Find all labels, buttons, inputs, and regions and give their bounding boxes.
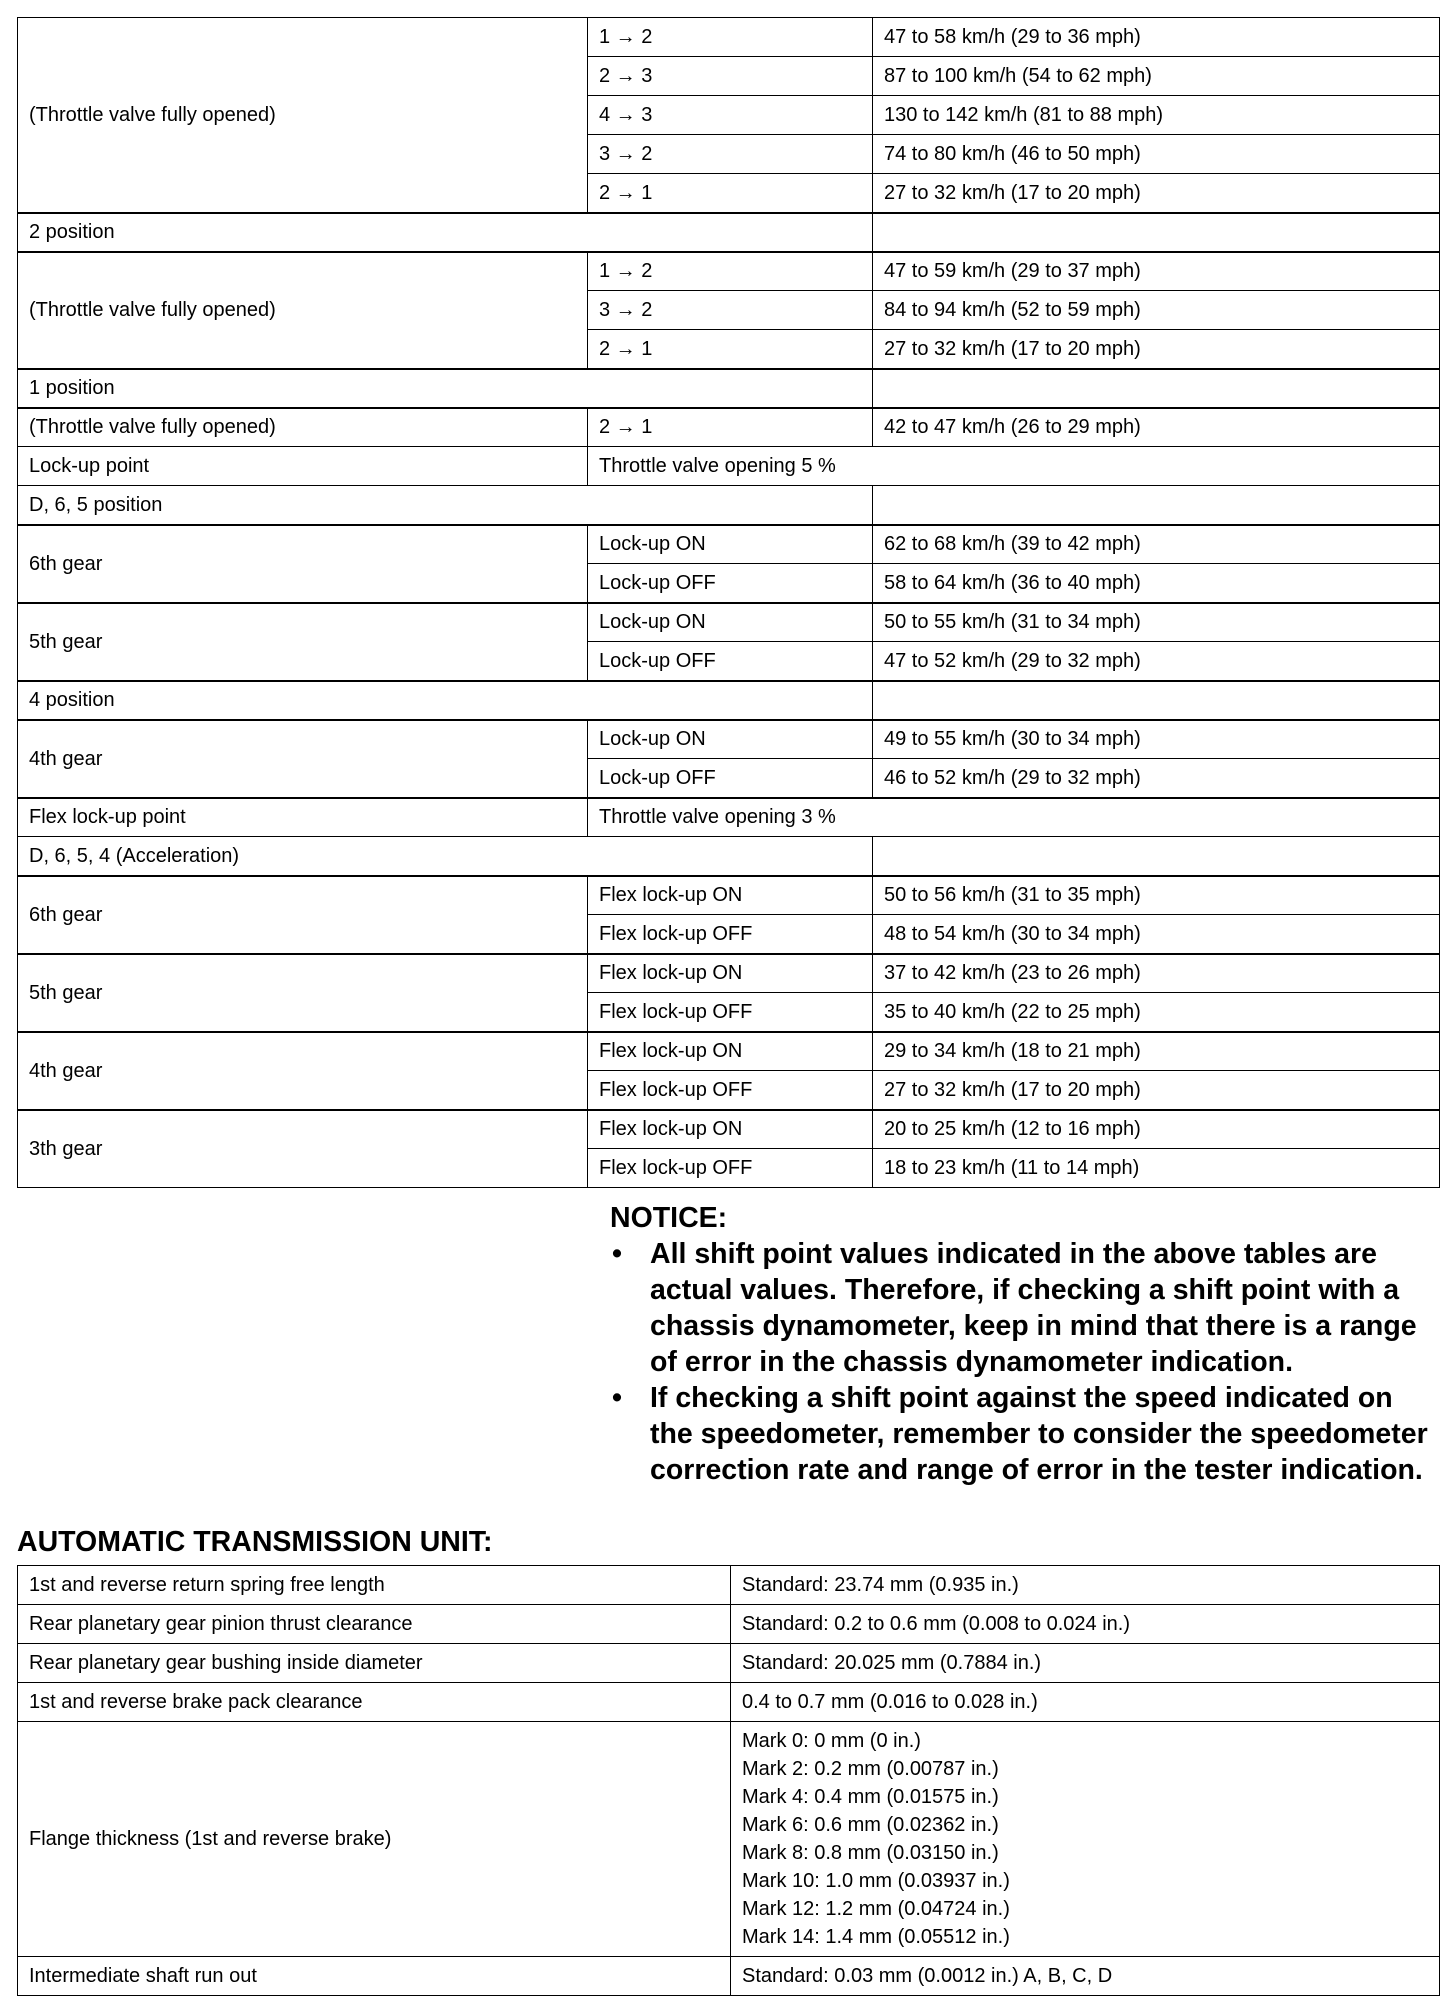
table-row [18, 1683, 1440, 1722]
shift-cell: 2 → 1 [588, 408, 873, 447]
section-label: D, 6, 5 position [18, 486, 873, 525]
spec-label: Rear planetary gear pinion thrust clearance [18, 1605, 731, 1644]
empty-cell [873, 837, 1440, 876]
shift-cell: 3 → 2 [588, 135, 873, 174]
section-row [18, 837, 1440, 876]
speed-cell: 35 to 40 km/h (22 to 25 mph) [873, 993, 1440, 1032]
speed-cell: 47 to 58 km/h (29 to 36 mph) [873, 18, 1440, 57]
table-row [18, 720, 1440, 759]
lockup-state: Flex lock-up ON [588, 876, 873, 915]
speed-cell: 50 to 55 km/h (31 to 34 mph) [873, 603, 1440, 642]
table-row [18, 1644, 1440, 1683]
speed-cell: 130 to 142 km/h (81 to 88 mph) [873, 96, 1440, 135]
speed-cell: 87 to 100 km/h (54 to 62 mph) [873, 57, 1440, 96]
table-row [18, 525, 1440, 564]
lockup-state: Flex lock-up OFF [588, 1149, 873, 1188]
shift-cell: 2 → 1 [588, 330, 873, 369]
lockup-state: Flex lock-up ON [588, 954, 873, 993]
flex-lockup-point-label: Flex lock-up point [18, 798, 588, 837]
spec-value: Standard: 0.03 mm (0.0012 in.) A, B, C, D [731, 1957, 1440, 1996]
section-label: D, 6, 5, 4 (Acceleration) [18, 837, 873, 876]
shift-cell: 2 → 1 [588, 174, 873, 213]
flange-mark: Mark 4: 0.4 mm (0.01575 in.) [742, 1786, 999, 1808]
spec-label: Rear planetary gear bushing inside diameter [18, 1644, 731, 1683]
speed-cell: 47 to 52 km/h (29 to 32 mph) [873, 642, 1440, 681]
spec-label: Intermediate shaft run out [18, 1957, 731, 1996]
table-row [18, 954, 1440, 993]
table-row [18, 447, 1440, 486]
speed-cell: 50 to 56 km/h (31 to 35 mph) [873, 876, 1440, 915]
speed-cell: 27 to 32 km/h (17 to 20 mph) [873, 174, 1440, 213]
lockup-point-value: Throttle valve opening 5 % [588, 447, 1440, 486]
lockup-state: Flex lock-up ON [588, 1032, 873, 1071]
section-row [18, 486, 1440, 525]
condition-label: (Throttle valve fully opened) [18, 252, 588, 369]
empty-cell [873, 369, 1440, 408]
notice-heading: NOTICE: [610, 1202, 728, 1234]
gear-label: 5th gear [18, 603, 588, 681]
table-row [18, 1032, 1440, 1071]
table-row [18, 603, 1440, 642]
section-row [18, 213, 1440, 252]
empty-cell [873, 213, 1440, 252]
speed-cell: 84 to 94 km/h (52 to 59 mph) [873, 291, 1440, 330]
section-row [18, 369, 1440, 408]
speed-cell: 37 to 42 km/h (23 to 26 mph) [873, 954, 1440, 993]
speed-cell: 48 to 54 km/h (30 to 34 mph) [873, 915, 1440, 954]
condition-label: (Throttle valve fully opened) [18, 18, 588, 213]
table-row [18, 1722, 1440, 1957]
flange-mark: Mark 8: 0.8 mm (0.03150 in.) [742, 1842, 999, 1864]
table-row [18, 252, 1440, 291]
section-row [18, 681, 1440, 720]
speed-cell: 42 to 47 km/h (26 to 29 mph) [873, 408, 1440, 447]
shift-cell: 3 → 2 [588, 291, 873, 330]
flange-mark: Mark 14: 1.4 mm (0.05512 in.) [742, 1926, 1010, 1948]
shift-cell: 2 → 3 [588, 57, 873, 96]
shift-point-table [17, 17, 1440, 1188]
notice-item: • All shift point values indicated in the above tables are actual values. Therefore, if checking a shift point with a chassis dynamometer, keep in mind that there is a range of error in the chassis dynamometer indication. [610, 1236, 1440, 1380]
lockup-state: Lock-up ON [588, 720, 873, 759]
section-label: 1 position [18, 369, 873, 408]
flange-marks [731, 1722, 1440, 1957]
empty-cell [873, 486, 1440, 525]
speed-cell: 47 to 59 km/h (29 to 37 mph) [873, 252, 1440, 291]
gear-label: 6th gear [18, 525, 588, 603]
gear-label: 4th gear [18, 720, 588, 798]
speed-cell: 29 to 34 km/h (18 to 21 mph) [873, 1032, 1440, 1071]
lockup-state: Lock-up ON [588, 603, 873, 642]
spec-value: 0.4 to 0.7 mm (0.016 to 0.028 in.) [731, 1683, 1440, 1722]
speed-cell: 49 to 55 km/h (30 to 34 mph) [873, 720, 1440, 759]
transmission-unit-table [17, 1565, 1440, 1996]
speed-cell: 27 to 32 km/h (17 to 20 mph) [873, 1071, 1440, 1110]
lockup-state: Flex lock-up OFF [588, 1071, 873, 1110]
table-row [18, 1110, 1440, 1149]
speed-cell: 74 to 80 km/h (46 to 50 mph) [873, 135, 1440, 174]
table-row [18, 18, 1440, 57]
speed-cell: 62 to 68 km/h (39 to 42 mph) [873, 525, 1440, 564]
speed-cell: 46 to 52 km/h (29 to 32 mph) [873, 759, 1440, 798]
table-row [18, 1605, 1440, 1644]
lockup-state: Lock-up OFF [588, 564, 873, 603]
lockup-point-label: Lock-up point [18, 447, 588, 486]
notice-item: • If checking a shift point against the speed indicated on the speedometer, remember to consider the speedometer correction rate and range of error in the tester indication. [610, 1380, 1440, 1488]
notice-block [610, 1200, 1440, 1488]
shift-cell: 4 → 3 [588, 96, 873, 135]
lockup-state: Flex lock-up OFF [588, 993, 873, 1032]
lockup-state: Flex lock-up OFF [588, 915, 873, 954]
shift-cell: 1 → 2 [588, 18, 873, 57]
spec-value: Standard: 0.2 to 0.6 mm (0.008 to 0.024 in.) [731, 1605, 1440, 1644]
speed-cell: 18 to 23 km/h (11 to 14 mph) [873, 1149, 1440, 1188]
gear-label: 4th gear [18, 1032, 588, 1110]
table-row [18, 408, 1440, 447]
flange-mark: Mark 6: 0.6 mm (0.02362 in.) [742, 1814, 999, 1836]
spec-label: 1st and reverse brake pack clearance [18, 1683, 731, 1722]
section-label: 4 position [18, 681, 873, 720]
spec-value: Standard: 20.025 mm (0.7884 in.) [731, 1644, 1440, 1683]
empty-cell [873, 681, 1440, 720]
notice-list [610, 1236, 1440, 1488]
table-row [18, 798, 1440, 837]
lockup-state: Lock-up OFF [588, 759, 873, 798]
table-row [18, 1957, 1440, 1996]
shift-cell: 1 → 2 [588, 252, 873, 291]
lockup-state: Lock-up OFF [588, 642, 873, 681]
lockup-state: Flex lock-up ON [588, 1110, 873, 1149]
spec-value: Standard: 23.74 mm (0.935 in.) [731, 1566, 1440, 1605]
lockup-state: Lock-up ON [588, 525, 873, 564]
flange-mark: Mark 12: 1.2 mm (0.04724 in.) [742, 1898, 1010, 1920]
flange-mark: Mark 2: 0.2 mm (0.00787 in.) [742, 1758, 999, 1780]
section-label: 2 position [18, 213, 873, 252]
condition-label: (Throttle valve fully opened) [18, 408, 588, 447]
gear-label: 6th gear [18, 876, 588, 954]
table-row [18, 876, 1440, 915]
speed-cell: 58 to 64 km/h (36 to 40 mph) [873, 564, 1440, 603]
section-heading: AUTOMATIC TRANSMISSION UNIT: [17, 1526, 493, 1558]
gear-label: 5th gear [18, 954, 588, 1032]
flange-mark: Mark 10: 1.0 mm (0.03937 in.) [742, 1870, 1010, 1892]
flange-mark: Mark 0: 0 mm (0 in.) [742, 1730, 921, 1752]
spec-label: 1st and reverse return spring free length [18, 1566, 731, 1605]
gear-label: 3th gear [18, 1110, 588, 1188]
flex-lockup-point-value: Throttle valve opening 3 % [588, 798, 1440, 837]
table-row [18, 1566, 1440, 1605]
spec-label: Flange thickness (1st and reverse brake) [18, 1722, 731, 1957]
speed-cell: 20 to 25 km/h (12 to 16 mph) [873, 1110, 1440, 1149]
speed-cell: 27 to 32 km/h (17 to 20 mph) [873, 330, 1440, 369]
